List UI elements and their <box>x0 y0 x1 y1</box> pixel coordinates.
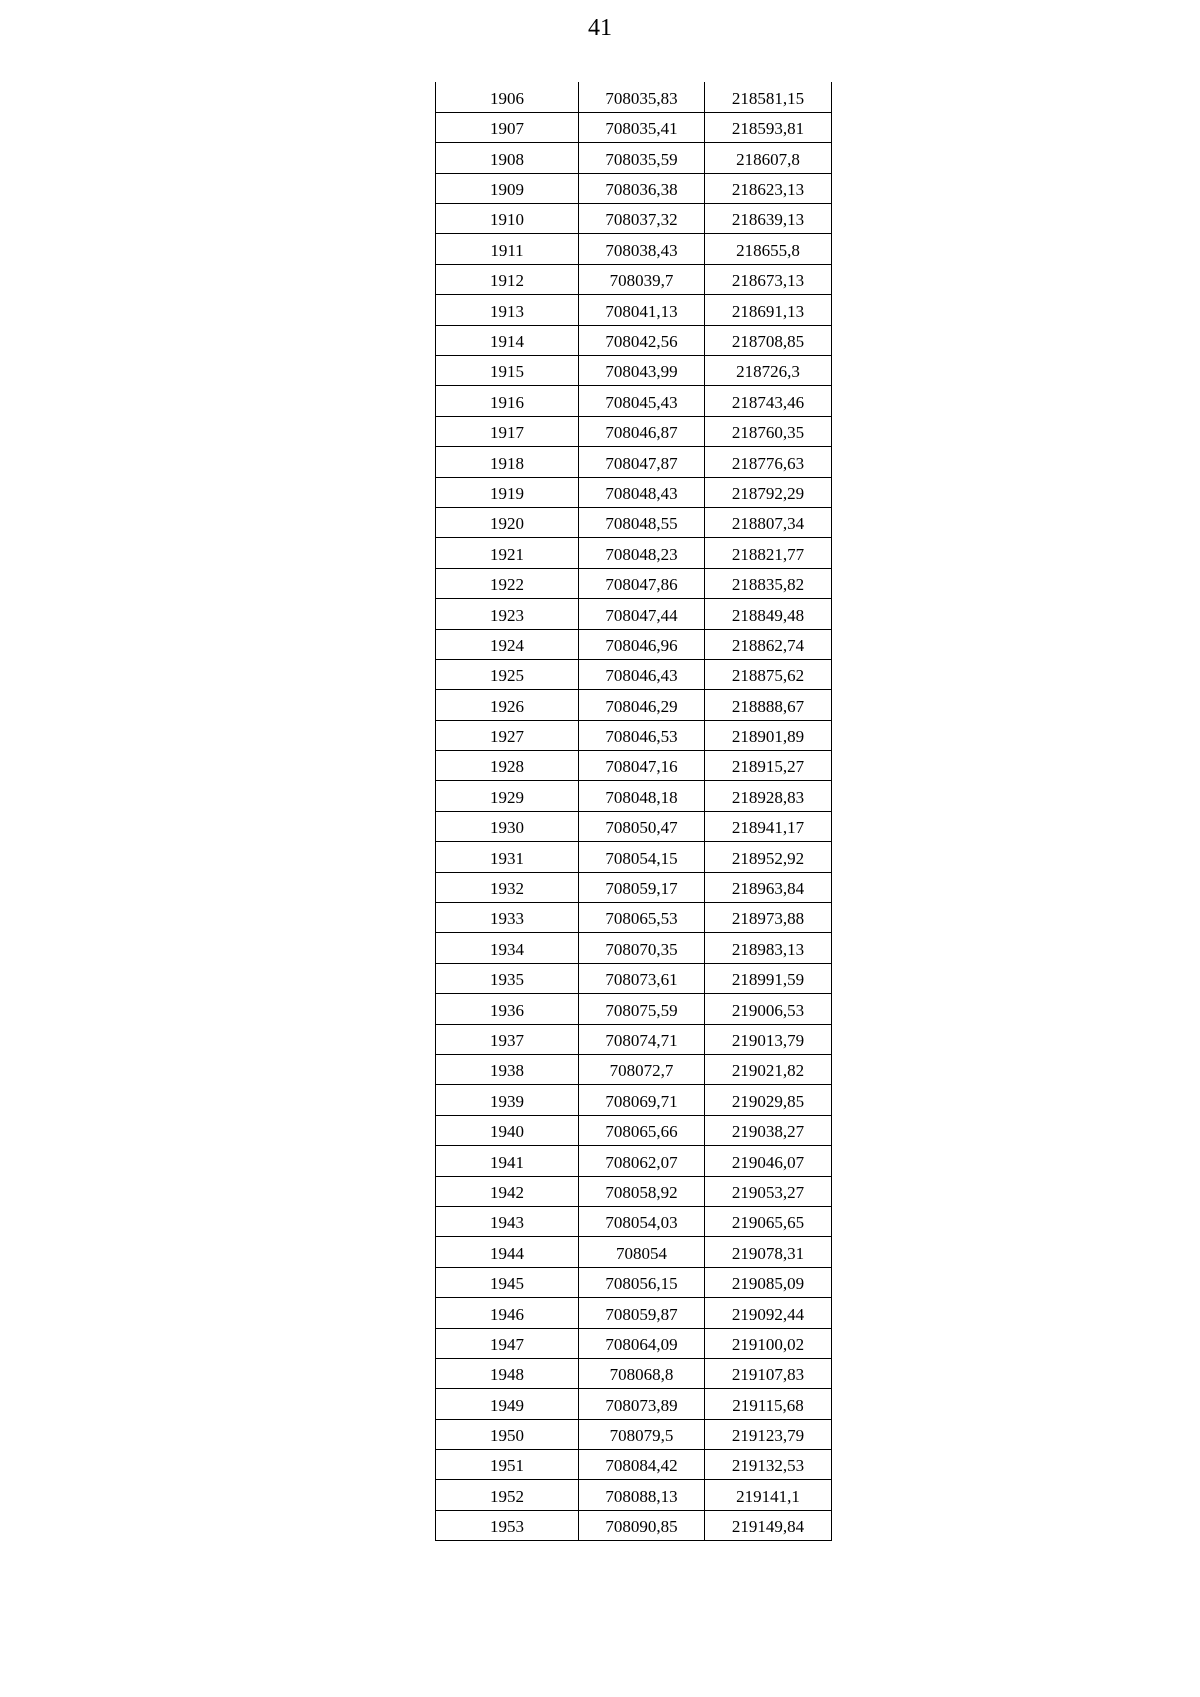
x-coordinate-cell: 708073,89 <box>579 1389 705 1419</box>
y-coordinate-cell: 219149,84 <box>705 1510 832 1540</box>
year-cell: 1934 <box>436 933 579 963</box>
y-coordinate-cell: 218776,63 <box>705 447 832 477</box>
x-coordinate-cell: 708048,23 <box>579 538 705 568</box>
y-coordinate-cell: 218862,74 <box>705 629 832 659</box>
year-cell: 1944 <box>436 1237 579 1267</box>
y-coordinate-cell: 218849,48 <box>705 599 832 629</box>
year-cell: 1935 <box>436 963 579 993</box>
y-coordinate-cell: 218991,59 <box>705 963 832 993</box>
y-coordinate-cell: 218941,17 <box>705 811 832 841</box>
table-row <box>436 599 832 629</box>
x-coordinate-cell: 708046,53 <box>579 720 705 750</box>
year-cell: 1910 <box>436 204 579 234</box>
x-coordinate-cell: 708046,96 <box>579 629 705 659</box>
year-cell: 1908 <box>436 143 579 173</box>
x-coordinate-cell: 708079,5 <box>579 1419 705 1449</box>
year-cell: 1939 <box>436 1085 579 1115</box>
table-row <box>436 507 832 537</box>
year-cell: 1918 <box>436 447 579 477</box>
y-coordinate-cell: 218639,13 <box>705 204 832 234</box>
table-row <box>436 1267 832 1297</box>
table-row <box>436 112 832 142</box>
year-cell: 1906 <box>436 82 579 112</box>
y-coordinate-cell: 218901,89 <box>705 720 832 750</box>
table-row <box>436 477 832 507</box>
year-cell: 1937 <box>436 1024 579 1054</box>
y-coordinate-cell: 218821,77 <box>705 538 832 568</box>
year-cell: 1926 <box>436 690 579 720</box>
y-coordinate-cell: 219013,79 <box>705 1024 832 1054</box>
x-coordinate-cell: 708043,99 <box>579 356 705 386</box>
x-coordinate-cell: 708069,71 <box>579 1085 705 1115</box>
y-coordinate-cell: 218792,29 <box>705 477 832 507</box>
year-cell: 1953 <box>436 1510 579 1540</box>
x-coordinate-cell: 708065,66 <box>579 1115 705 1145</box>
table-row <box>436 872 832 902</box>
year-cell: 1950 <box>436 1419 579 1449</box>
y-coordinate-cell: 219046,07 <box>705 1146 832 1176</box>
y-coordinate-cell: 218963,84 <box>705 872 832 902</box>
table-row <box>436 659 832 689</box>
y-coordinate-cell: 218673,13 <box>705 264 832 294</box>
year-cell: 1933 <box>436 903 579 933</box>
table-row <box>436 1085 832 1115</box>
x-coordinate-cell: 708054 <box>579 1237 705 1267</box>
x-coordinate-cell: 708045,43 <box>579 386 705 416</box>
y-coordinate-cell: 219078,31 <box>705 1237 832 1267</box>
year-cell: 1952 <box>436 1480 579 1510</box>
x-coordinate-cell: 708084,42 <box>579 1450 705 1480</box>
year-cell: 1915 <box>436 356 579 386</box>
table-row <box>436 264 832 294</box>
y-coordinate-cell: 219006,53 <box>705 994 832 1024</box>
table-row <box>436 811 832 841</box>
y-coordinate-cell: 219038,27 <box>705 1115 832 1145</box>
year-cell: 1945 <box>436 1267 579 1297</box>
year-cell: 1943 <box>436 1206 579 1236</box>
y-coordinate-cell: 219065,65 <box>705 1206 832 1236</box>
table-row <box>436 568 832 598</box>
year-cell: 1928 <box>436 751 579 781</box>
x-coordinate-cell: 708047,87 <box>579 447 705 477</box>
year-cell: 1917 <box>436 416 579 446</box>
y-coordinate-cell: 219092,44 <box>705 1298 832 1328</box>
x-coordinate-cell: 708036,38 <box>579 173 705 203</box>
x-coordinate-cell: 708064,09 <box>579 1328 705 1358</box>
year-cell: 1946 <box>436 1298 579 1328</box>
year-cell: 1924 <box>436 629 579 659</box>
year-cell: 1911 <box>436 234 579 264</box>
table-row <box>436 933 832 963</box>
table-row <box>436 690 832 720</box>
y-coordinate-cell: 218743,46 <box>705 386 832 416</box>
y-coordinate-cell: 218973,88 <box>705 903 832 933</box>
y-coordinate-cell: 218760,35 <box>705 416 832 446</box>
x-coordinate-cell: 708046,43 <box>579 659 705 689</box>
table-row <box>436 538 832 568</box>
year-cell: 1932 <box>436 872 579 902</box>
table-row <box>436 1237 832 1267</box>
x-coordinate-cell: 708046,29 <box>579 690 705 720</box>
year-cell: 1940 <box>436 1115 579 1145</box>
x-coordinate-cell: 708035,59 <box>579 143 705 173</box>
y-coordinate-cell: 218623,13 <box>705 173 832 203</box>
x-coordinate-cell: 708038,43 <box>579 234 705 264</box>
y-coordinate-cell: 218726,3 <box>705 356 832 386</box>
table-row <box>436 1328 832 1358</box>
y-coordinate-cell: 219141,1 <box>705 1480 832 1510</box>
y-coordinate-cell: 218928,83 <box>705 781 832 811</box>
x-coordinate-cell: 708073,61 <box>579 963 705 993</box>
table-row <box>436 447 832 477</box>
x-coordinate-cell: 708054,03 <box>579 1206 705 1236</box>
x-coordinate-cell: 708041,13 <box>579 295 705 325</box>
y-coordinate-cell: 218691,13 <box>705 295 832 325</box>
x-coordinate-cell: 708090,85 <box>579 1510 705 1540</box>
table-row <box>436 234 832 264</box>
y-coordinate-cell: 219107,83 <box>705 1358 832 1388</box>
page-number: 41 <box>588 15 612 41</box>
coordinates-table <box>435 82 832 1541</box>
year-cell: 1914 <box>436 325 579 355</box>
y-coordinate-cell: 219123,79 <box>705 1419 832 1449</box>
year-cell: 1947 <box>436 1328 579 1358</box>
year-cell: 1927 <box>436 720 579 750</box>
x-coordinate-cell: 708059,87 <box>579 1298 705 1328</box>
y-coordinate-cell: 218915,27 <box>705 751 832 781</box>
year-cell: 1921 <box>436 538 579 568</box>
x-coordinate-cell: 708037,32 <box>579 204 705 234</box>
x-coordinate-cell: 708047,44 <box>579 599 705 629</box>
y-coordinate-cell: 218952,92 <box>705 842 832 872</box>
table-row <box>436 629 832 659</box>
x-coordinate-cell: 708035,83 <box>579 82 705 112</box>
table-row <box>436 963 832 993</box>
year-cell: 1936 <box>436 994 579 1024</box>
year-cell: 1951 <box>436 1450 579 1480</box>
y-coordinate-cell: 218581,15 <box>705 82 832 112</box>
table-row <box>436 1358 832 1388</box>
y-coordinate-cell: 219021,82 <box>705 1055 832 1085</box>
table-row <box>436 295 832 325</box>
table-row <box>436 82 832 112</box>
table-row <box>436 720 832 750</box>
table-row <box>436 356 832 386</box>
table-row <box>436 1510 832 1540</box>
y-coordinate-cell: 219029,85 <box>705 1085 832 1115</box>
table-row <box>436 751 832 781</box>
year-cell: 1929 <box>436 781 579 811</box>
y-coordinate-cell: 218807,34 <box>705 507 832 537</box>
year-cell: 1938 <box>436 1055 579 1085</box>
x-coordinate-cell: 708046,87 <box>579 416 705 446</box>
x-coordinate-cell: 708068,8 <box>579 1358 705 1388</box>
y-coordinate-cell: 218708,85 <box>705 325 832 355</box>
y-coordinate-cell: 218835,82 <box>705 568 832 598</box>
x-coordinate-cell: 708050,47 <box>579 811 705 841</box>
table-body <box>436 82 832 1541</box>
table-row <box>436 143 832 173</box>
y-coordinate-cell: 218983,13 <box>705 933 832 963</box>
year-cell: 1920 <box>436 507 579 537</box>
y-coordinate-cell: 219132,53 <box>705 1450 832 1480</box>
x-coordinate-cell: 708070,35 <box>579 933 705 963</box>
table-row <box>436 1450 832 1480</box>
x-coordinate-cell: 708056,15 <box>579 1267 705 1297</box>
table-row <box>436 416 832 446</box>
table-row <box>436 386 832 416</box>
y-coordinate-cell: 219053,27 <box>705 1176 832 1206</box>
year-cell: 1923 <box>436 599 579 629</box>
y-coordinate-cell: 218888,67 <box>705 690 832 720</box>
x-coordinate-cell: 708065,53 <box>579 903 705 933</box>
x-coordinate-cell: 708042,56 <box>579 325 705 355</box>
y-coordinate-cell: 219115,68 <box>705 1389 832 1419</box>
x-coordinate-cell: 708088,13 <box>579 1480 705 1510</box>
table-row <box>436 781 832 811</box>
year-cell: 1942 <box>436 1176 579 1206</box>
x-coordinate-cell: 708075,59 <box>579 994 705 1024</box>
year-cell: 1916 <box>436 386 579 416</box>
x-coordinate-cell: 708047,16 <box>579 751 705 781</box>
year-cell: 1919 <box>436 477 579 507</box>
table-row <box>436 1480 832 1510</box>
y-coordinate-cell: 218593,81 <box>705 112 832 142</box>
x-coordinate-cell: 708048,43 <box>579 477 705 507</box>
x-coordinate-cell: 708072,7 <box>579 1055 705 1085</box>
table-row <box>436 1146 832 1176</box>
x-coordinate-cell: 708048,55 <box>579 507 705 537</box>
x-coordinate-cell: 708035,41 <box>579 112 705 142</box>
y-coordinate-cell: 219100,02 <box>705 1328 832 1358</box>
x-coordinate-cell: 708074,71 <box>579 1024 705 1054</box>
year-cell: 1941 <box>436 1146 579 1176</box>
table-row <box>436 173 832 203</box>
x-coordinate-cell: 708048,18 <box>579 781 705 811</box>
table-row <box>436 1176 832 1206</box>
table-row <box>436 1055 832 1085</box>
table-row <box>436 994 832 1024</box>
table-row <box>436 204 832 234</box>
x-coordinate-cell: 708039,7 <box>579 264 705 294</box>
x-coordinate-cell: 708058,92 <box>579 1176 705 1206</box>
x-coordinate-cell: 708054,15 <box>579 842 705 872</box>
x-coordinate-cell: 708062,07 <box>579 1146 705 1176</box>
table-row <box>436 1298 832 1328</box>
table-row <box>436 1389 832 1419</box>
coordinates-table-container <box>435 82 832 1541</box>
year-cell: 1912 <box>436 264 579 294</box>
year-cell: 1907 <box>436 112 579 142</box>
year-cell: 1930 <box>436 811 579 841</box>
year-cell: 1949 <box>436 1389 579 1419</box>
year-cell: 1925 <box>436 659 579 689</box>
table-row <box>436 842 832 872</box>
x-coordinate-cell: 708047,86 <box>579 568 705 598</box>
year-cell: 1913 <box>436 295 579 325</box>
table-row <box>436 1419 832 1449</box>
y-coordinate-cell: 218655,8 <box>705 234 832 264</box>
year-cell: 1909 <box>436 173 579 203</box>
y-coordinate-cell: 218607,8 <box>705 143 832 173</box>
table-row <box>436 903 832 933</box>
table-row <box>436 325 832 355</box>
year-cell: 1948 <box>436 1358 579 1388</box>
table-row <box>436 1206 832 1236</box>
table-row <box>436 1024 832 1054</box>
year-cell: 1931 <box>436 842 579 872</box>
table-row <box>436 1115 832 1145</box>
year-cell: 1922 <box>436 568 579 598</box>
y-coordinate-cell: 218875,62 <box>705 659 832 689</box>
y-coordinate-cell: 219085,09 <box>705 1267 832 1297</box>
x-coordinate-cell: 708059,17 <box>579 872 705 902</box>
